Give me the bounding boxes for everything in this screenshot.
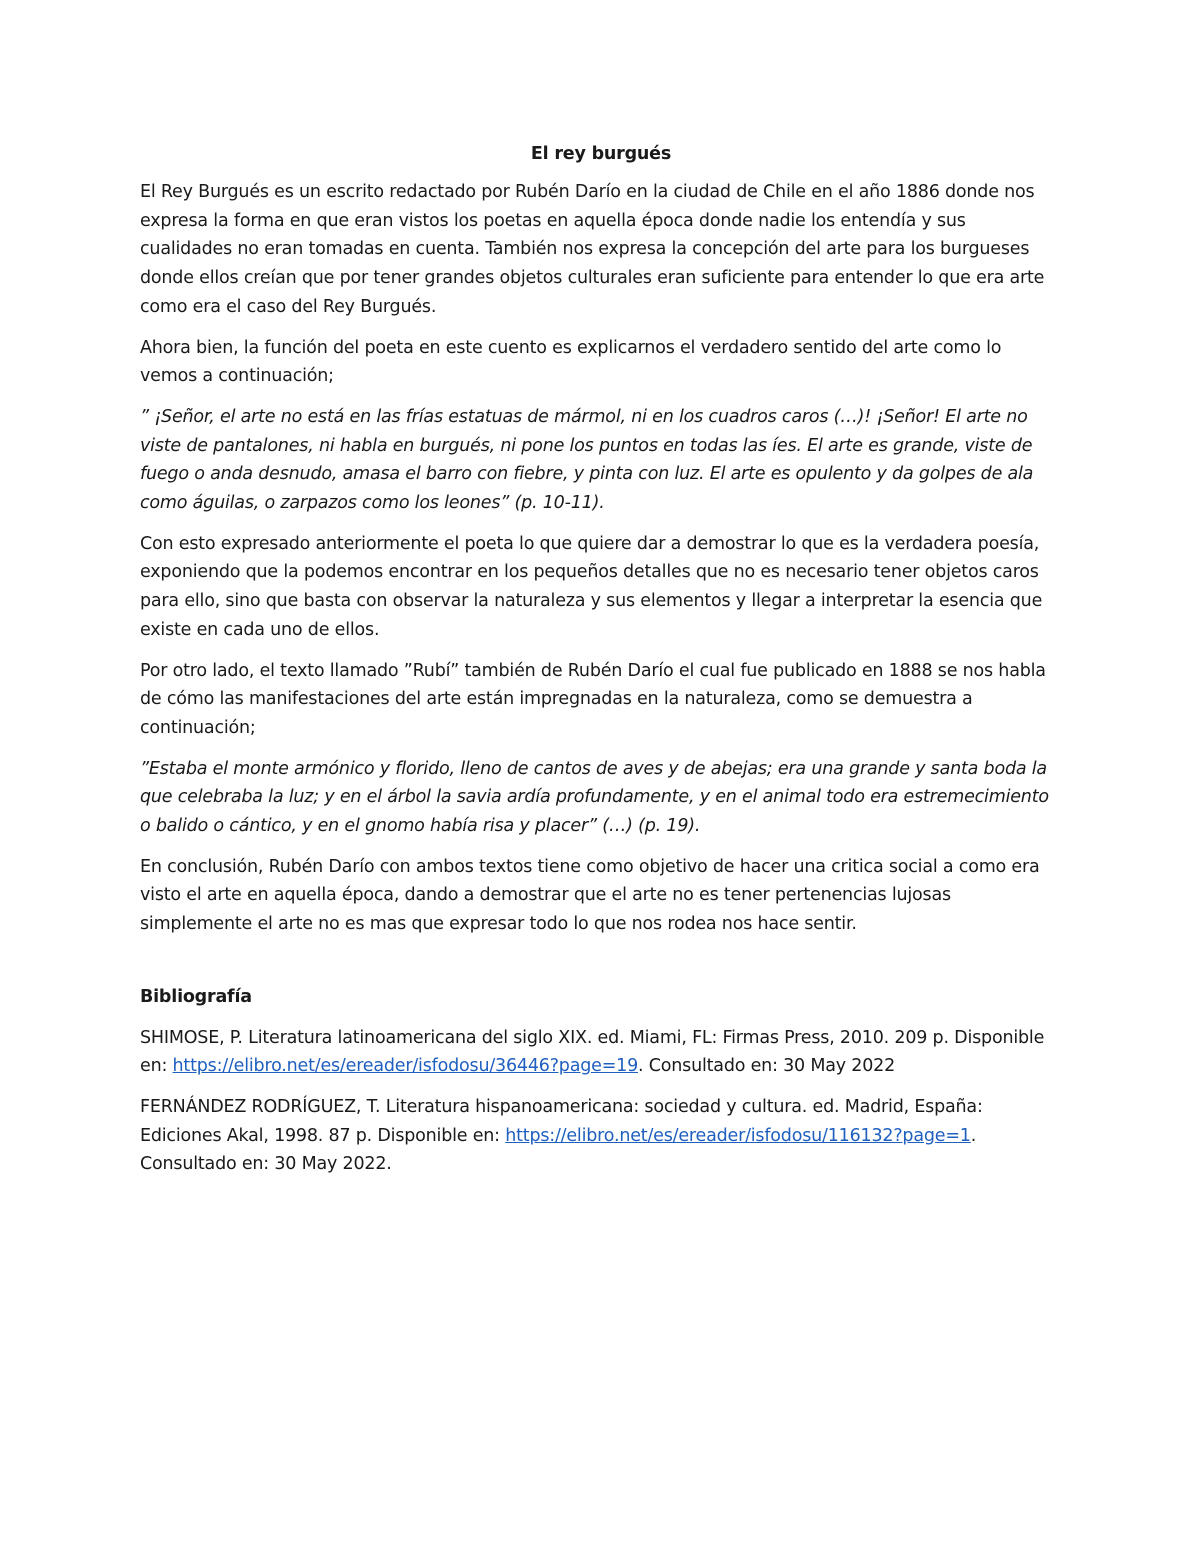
ref1-text: SHIMOSE, P. Literatura latinoamericana del siglo XIX. ed. Miami, FL: Firmas Press, 2010. 209 p. Disponible en:	[140, 1027, 1045, 1077]
paragraph-rubi: Por otro lado, el texto llamado ”Rubí” también de Rubén Darío el cual fue publicado en 1888 se nos habla de cómo las manifestaciones del arte están impregnadas en la naturaleza, como se demuestra a continuación;	[140, 660, 1046, 738]
document-title: El rey burgués	[530, 144, 672, 164]
paragraph-analysis: Con esto expresado anteriormente el poeta lo que quiere dar a demostrar lo que es la verdadera poesía, exponiendo que la podemos encontrar en los pequeños detalles que no es necesario tener objetos caros para ello, sino que basta con observar la naturaleza y sus elementos y llegar a interpretar la esencia que existe en cada uno de ellos.	[140, 533, 1043, 640]
bibliography-entry-fernandez	[140, 1093, 1062, 1179]
quote-rubi: ”Estaba el monte armónico y florido, lleno de cantos de aves y de abejas; era una grande y santa boda la que celebraba la luz; y en el árbol la savia ardía profundamente, y en el animal todo era estremecimiento o balido o cántico, y en el gnomo había risa y placer” (…) (p. 19).	[140, 758, 1049, 837]
bibliography-entry-shimose	[140, 1024, 1062, 1081]
quote-rey-burgues: ” ¡Señor, el arte no está en las frías estatuas de mármol, ni en los cuadros caros (…)! ¡Señor! El arte no viste de pantalones, ni habla en burgués, ni pone los puntos en todas las íes. El arte es grande, viste de fuego o anda desnudo, amasa el barro con fiebre, y pinta con luz. El arte es opulento y da golpes de ala como águilas, o zarpazos como los leones” (p. 10-11).	[140, 406, 1034, 514]
ref1-link[interactable]: https://elibro.net/es/ereader/isfodosu/36446?page=19	[172, 1056, 639, 1077]
document-page	[140, 140, 1062, 1191]
paragraph-function: Ahora bien, la función del poeta en este cuento es explicarnos el verdadero sentido del arte como lo vemos a continuación;	[140, 337, 1002, 387]
paragraph-conclusion: En conclusión, Rubén Darío con ambos textos tiene como objetivo de hacer una critica social a como era visto el arte en aquella época, dando a demostrar que el arte no es tener pertenencias lujosas simplemente el arte no es mas que expresar todo lo que nos rodea nos hace sentir.	[140, 856, 1040, 935]
bibliography-heading: Bibliografía	[140, 986, 252, 1007]
ref2-accessed: . Consultado en: 30 May 2022.	[140, 1125, 977, 1175]
paragraph-intro: El Rey Burgués es un escrito redactado por Rubén Darío en la ciudad de Chile en el año 1886 donde nos expresa la forma en que eran vistos los poetas en aquella época donde nadie los entendía y sus cualidades no eran tomadas en cuenta. También nos expresa la concepción del arte para los burgueses donde ellos creían que por tener grandes objetos culturales eran suficiente para entender lo que era arte como era el caso del Rey Burgués.	[140, 182, 1045, 317]
ref2-text: FERNÁNDEZ RODRÍGUEZ, T. Literatura hispanoamericana: sociedad y cultura. ed. Madrid, España: Ediciones Akal, 1998. 87 p. Disponible en:	[140, 1096, 983, 1146]
ref1-accessed: . Consultado en: 30 May 2022	[638, 1056, 896, 1077]
ref2-link[interactable]: https://elibro.net/es/ereader/isfodosu/116132?page=1	[505, 1125, 971, 1146]
